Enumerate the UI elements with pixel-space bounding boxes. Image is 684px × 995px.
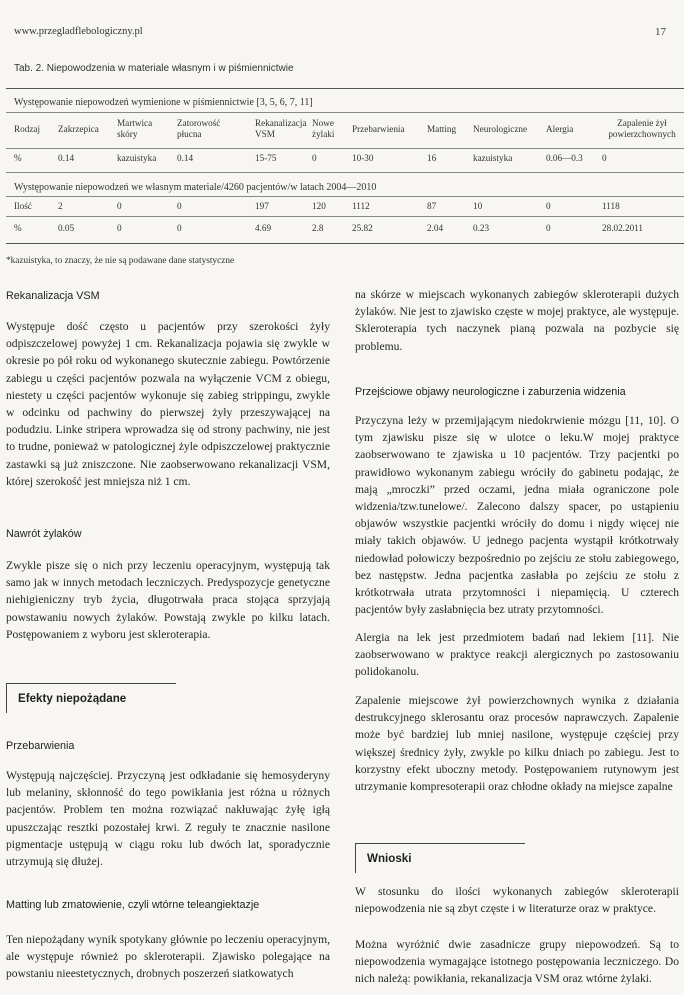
table-cell: 0.23	[473, 223, 490, 233]
section-box-efekty: Efekty niepożądane	[6, 683, 176, 713]
table-cell: 0	[602, 153, 607, 163]
table-cell: 1112	[352, 201, 370, 211]
table-cell: 0	[177, 223, 182, 233]
column-header: Matting	[427, 124, 457, 134]
paragraph-wnioski-2: Można wyróżnić dwie zasadnicze grupy niepowodzeń. Są to niepowodzenia wymagające istotnego postępowania leczniczego. Do nich należą: powikłania, rekanalizacja VSM oraz wtórne żylaki.	[355, 938, 679, 986]
table-cell: 0	[546, 201, 551, 211]
table-section-literature: Występowanie niepowodzeń wymienione w piśmiennictwie [3, 5, 6, 7, 11]	[14, 97, 313, 108]
column-header: Alergia	[546, 124, 574, 134]
table-section-own: Występowanie niepowodzeń we własnym materiale/4260 pacjentów/w latach 2004—2010	[14, 182, 377, 193]
table-cell: 0.06—0.3	[546, 153, 583, 163]
table-cell: 4.69	[255, 223, 272, 233]
table-cell: 16	[427, 153, 437, 163]
table-cell: %	[14, 153, 22, 163]
heading-matting: Matting lub zmatowienie, czyli wtórne teleangiektazje	[6, 899, 260, 911]
table-cell: 10-30	[352, 153, 374, 163]
table-rule	[6, 112, 684, 113]
table-cell: kazuistyka	[117, 153, 157, 163]
column-header: Rekanalizacja VSM	[255, 118, 307, 139]
column-header: Rodzaj	[14, 124, 41, 134]
paragraph-zapalenie: Zapalenie miejscowe żył powierzchownych wynika z działania destrukcyjnego sklerosantu oraz procesów naprawczych. Zapalenie może być bardziej lub mniej nasilone, występuje częściej przy większej średnicy żyły, zwykle po kilku dniach po zabiegu. Jest to korzystny efekt uboczny metody. Postępowaniem rutynowym jest utrzymanie kompresoterapii oraz chłodne okłady na miejsce zapalne	[355, 694, 679, 794]
page-number: 17	[655, 26, 666, 38]
paragraph-alergia: Alergia na lek jest przedmiotem badań nad lekiem [11]. Nie zaobserwowano w praktyce reakcji alergicznych po zastosowaniu polidokanolu.	[355, 631, 679, 679]
table-cell: 0	[312, 153, 317, 163]
paragraph-przebarwienia: Występują najczęściej. Przyczyną jest odkładanie się hemosyderyny lub melaniny, skłonność do tego powikłania jest różna u różnych pacjentów. Problem ten można rozwiązać nakłuwając żyłę igłą upuszczając resztki pozostałej krwi. Z reguły te znacznie nasilone pigmentacje ustępują w ciągu roku lub dwóch lat, sporadycznie utrzymują się dłużej.	[6, 769, 330, 869]
journal-url: www.przegladflebologiczny.pl	[14, 26, 143, 37]
table-cell: 0	[117, 201, 122, 211]
table-cell: 2	[58, 201, 63, 211]
heading-nawrot: Nawrót żylaków	[6, 528, 82, 540]
table-cell: 10	[473, 201, 483, 211]
table-cell: 25.82	[352, 223, 373, 233]
table-rule	[6, 148, 684, 149]
column-header: Zapalenie żył powierzchownych	[608, 118, 676, 139]
table-rule	[6, 216, 684, 217]
heading-przebarwienia: Przebarwienia	[6, 740, 75, 752]
table-cell: 197	[255, 201, 269, 211]
paragraph-neuro: Przyczyna leży w przemijającym niedokrwienie mózgu [11, 10]. O tym zjawisku pisze się w ulotce o leku.W mojej praktyce zaobserwowano te zjawiska u 10 pacjentów. Trzy pacjentki po prawidłowo wykonanym zabiegu wróciły do gabinetu podając, że mają „mroczki” przed oczami, jedna miała ograniczone pole widzenia/tzw.tunelowe/. Zalecono dalszy spacer, po ustąpieniu objawów wszystkie pacjentki wróciły do domu i nigdy więcej nie miały takich objawów. U jednego pacjenta wystąpił krótkotrwały niedowład połowiczy bezpośrednio po zejściu ze stołu zabiegowego, bez następstw. Jedna pacjentka zasłabła po zejściu ze stołu z krótkotrwała utrata przytomności i niepamięcią. U czterech pacjentów były zasłabnięcia bez utraty przytomności.	[355, 414, 679, 617]
table-cell: 0.14	[177, 153, 194, 163]
table-top-rule	[6, 88, 684, 89]
table-cell: 1118	[602, 201, 620, 211]
column-header: Zakrzepica	[58, 124, 99, 134]
table-cell: 87	[427, 201, 437, 211]
column-header: Przebarwienia	[352, 124, 405, 134]
heading-rekanalizacja: Rekanalizacja VSM	[6, 290, 100, 302]
paragraph-matting: Ten niepożądany wynik spotykany głównie po leczeniu operacyjnym, ale występuje również po skleroterapii. Zjawisko polegające na powstaniu nieestetycznych, drobnych poszerzeń siatkowatych	[6, 933, 330, 981]
table-cell: 28.02.2011	[602, 223, 644, 233]
table-cell: 0	[546, 223, 551, 233]
table-rule	[6, 196, 684, 197]
table-cell: 120	[312, 201, 326, 211]
paragraph-wnioski: W stosunku do ilości wykonanych zabiegów skleroterapii niepowodzenia nie są zbyt częste i w literaturze oraz w praktyce.	[355, 885, 679, 916]
table-cell: 0.05	[58, 223, 75, 233]
table-bottom-rule	[6, 243, 684, 244]
table-cell: 0	[117, 223, 122, 233]
column-header: Neurologiczne	[473, 124, 528, 134]
table-cell: Ilość	[14, 201, 32, 211]
table-cell: 15-75	[255, 153, 277, 163]
paragraph-rekanalizacja: Występuje dość często u pacjentów przy szerokości żyły odpiszczelowej powyżej 1 cm. Rekanalizacja pojawia się zwykle w okresie po pół roku od wykonanego skutecznie zabiegu. Powtórzenie zabiegu u części pacjentów pozwala na wyłączenie VCM z obiegu, niestety u części pacjentów wykonuje się zabieg strippingu, zwykle w odcinku od pachwiny do pierwszej żyły przeszywającej na podudziu. Linke stripera wprowadza się od strony pachwiny, nie jest to trudne, ponieważ w patologicznej żyle odpiszczelowej praktycznie zastawki są już zniszczone. Nie zaobserwowano rekanalizacji VSM, której szerokość jest mniejsza niż 1 cm.	[6, 320, 330, 488]
table-cell: 0.14	[58, 153, 75, 163]
heading-neuro: Przejściowe objawy neurologiczne i zaburzenia widzenia	[355, 386, 626, 398]
table-cell: kazuistyka	[473, 153, 513, 163]
table-footnote: *kazuistyka, to znaczy, że nie są podawane dane statystyczne	[6, 256, 235, 266]
table-cell: %	[14, 223, 22, 233]
table-cell: 0	[177, 201, 182, 211]
paragraph-matting-continued: na skórze w miejscach wykonanych zabiegów skleroterapii dużych żylaków. Nie jest to zjawisko częste w mojej praktyce, ale występuje. Skleroterapia tych naczynek pianą pozwala na pozbycie się problemu.	[355, 288, 679, 353]
column-header: Zatorowość płucna	[177, 118, 221, 139]
table-cell: 2.04	[427, 223, 444, 233]
paragraph-nawrot: Zwykle pisze się o nich przy leczeniu operacyjnym, występują tak samo jak w innych metodach leczniczych. Predyspozycje genetyczne niehigieniczny tryb życia, długotrwała praca stojąca sprzyjają powstawaniu nowych żylaków. Powstają zwykle po kilku latach. Postępowaniem z wyboru jest skleroterapia.	[6, 559, 330, 641]
table-rule	[6, 172, 684, 173]
table-cell: 2.8	[312, 223, 324, 233]
column-header: Martwica skóry	[117, 118, 153, 139]
column-header: Nowe żylaki	[312, 118, 335, 139]
section-box-wnioski: Wnioski	[355, 843, 525, 873]
table-caption: Tab. 2. Niepowodzenia w materiale własnym i w piśmiennictwie	[14, 63, 294, 74]
